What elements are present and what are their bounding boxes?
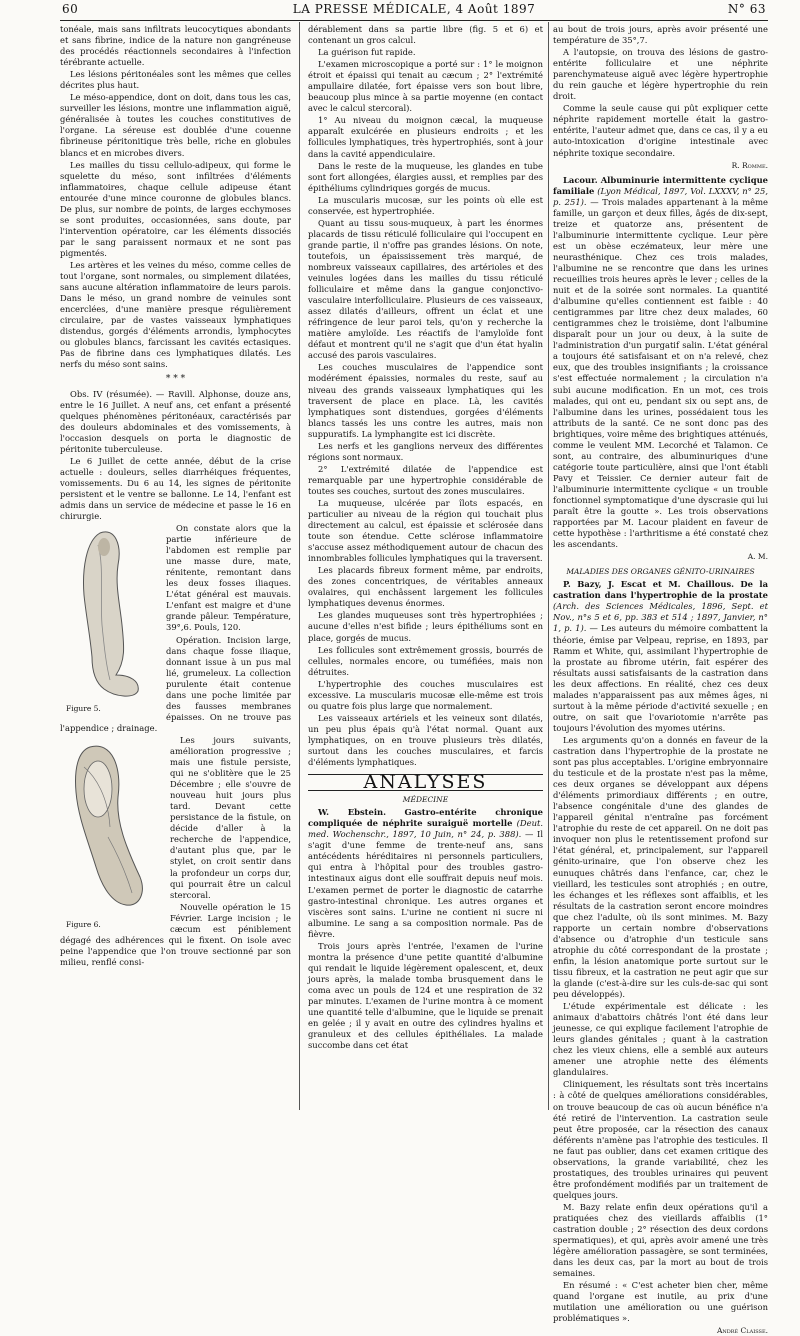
citation: (Arch. des Sciences Médicales, 1896, Sept. et Nov., n°s 5 et 6, pp. 383 et 514 ; 1897, Janvier, n° 1, p. 1). <box>553 601 768 634</box>
column-1 <box>60 24 291 1112</box>
paragraph: L'hypertrophie des couches musculaires est excessive. La muscularis mucosæ elle-même est trois ou quatre fois plus large que normalement. <box>308 678 543 711</box>
signature: A. M. <box>747 552 768 562</box>
author: W. Ebstein. <box>318 807 387 818</box>
column-divider-2 <box>548 22 549 1110</box>
article-title: De la castration dans l'hypertrophie de la prostate <box>553 579 768 601</box>
paragraph: Trois jours après l'entrée, l'examen de l'urine montra la présence d'une petite quantité d'albumine qui rendait le liquide légèrement opalescent, et, deux jours après, la malade tomba brusquement dans le coma avec un pouls de 124 et une respiration de 32 par minutes. L'examen de l'urine montra à ce moment une quantité telle d'albumine, que le liquide se prenait en gelée ; il y avait en outre des cylindres hyalins et granuleux et des cellules épithéliales. La malade succombe dans cet état <box>308 940 543 1051</box>
paragraph: Les vaisseaux artériels et les veineux sont dilatés, un peu plus épais qu'à l'état normal. Quant aux lymphatiques, on en trouve plusieurs très dilatés, surtout dans les couches musculaires, et farcis d'éléments lymphatiques. <box>308 712 543 768</box>
analyses-heading: ANALYSES <box>308 774 543 791</box>
figure-5-illustration <box>60 525 160 703</box>
abstract-lacour <box>553 175 768 551</box>
paragraph: Les jours suivants, amélioration progressive ; mais une fistule persiste, qui ne s'oblitère que le 25 Décembre ; elle s'ouvre de nouveau huit jours plus tard. Devant cette persistance de la fistule, on décide d'aller à la recherche de l'appendice, d'autant plus que, par le stylet, on croit sentir dans la profondeur un corps dur, qui pourrait être un calcul stercoral. <box>170 734 291 900</box>
figure-5-caption: Figure 5. <box>66 704 101 714</box>
paragraph: Les arguments qu'on a donnés en faveur de la castration dans l'hypertrophie de la prostate ne sont pas plus acceptables. L'origine embryonnaire du testicule et de la prostate n'est pas la même, ces deux organes se développant aux dépens d'éléments primordiaux différents ; en outre, l'absence congénitale d'une des glandes de l'appareil génital n'entraîne pas forcément l'atrophie du reste de cet appareil. On ne doit pas invoquer non plus le retentissement profond sur l'état général, et, principalement, sur l'appareil génito-urinaire, que l'on observe chez les eunuques châtrés dans l'enfance, car, chez le vieillard, les testicules sont atrophiés ; en outre, les échanges et les réflexes sont affaiblis, et les résultats de la castration seront encore moindres que chez l'adulte, où ils sont minimes. M. Bazy rapporte un certain nombre d'observations d'absence ou d'atrophie d'un testicule sans atrophie du côté correspondant de la prostate ; enfin, la lésion anatomique porte surtout sur le tissu fibreux, et la castration ne peut agir que sur la glande (c'est-à-dire sur les culs-de-sac qui sont peu développés). <box>553 734 768 1000</box>
abstract-ebstein <box>308 807 543 940</box>
paragraph: Dans le reste de la muqueuse, les glandes en tube sont fort allongées, élargies aussi, et remplies par des épithéliums cylindriques gorgés de mucus. <box>308 160 543 193</box>
paragraph: au bout de trois jours, après avoir présenté une température de 35°,7. <box>553 24 768 46</box>
paragraph: M. Bazy relate enfin deux opérations qu'il a pratiquées chez des vieillards affaiblis (1° castration double ; 2° résection des deux cordons spermatiques), et qui, après avoir amené une très légère amélioration passagère, se sont terminées, dans les deux cas, par la mort au bout de trois semaines. <box>553 1201 768 1279</box>
column-2 <box>308 24 543 1112</box>
paragraph: Comme la seule cause qui pût expliquer cette néphrite rapidement mortelle était la gastro-entérite, l'auteur admet que, dans ce cas, il y a eu auto-intoxication d'origine intestinale avec néphrite toxique secondaire. <box>553 103 768 158</box>
figure-6-caption: Figure 6. <box>66 919 101 929</box>
header-rule <box>60 20 768 21</box>
paragraph: dérablement dans sa partie libre (fig. 5 et 6) et contenant un gros calcul. <box>308 24 543 46</box>
abstract-body: — Trois malades appartenant à la même famille, un garçon et deux filles, âgés de dix-sept, treize et quatorze ans, présentent de l'albuminurie intermittente cyclique. Leur père est un obèse eczémateux, leur mère une neurasthénique. Chez ces trois malades, l'albumine ne se rencontre que dans les urines recueillies trois heures après le lever ; celles de la nuit et de la soirée sont normales. La quantité d'albumine qu'elles contiennent est faible : 40 centigrammes par litre chez deux malades, 60 centigrammes chez le troisième, dont l'albumine disparaît pour un jour ou deux, à la suite de l'administration d'un purgatif salin. L'état général a toujours été satisfaisant et on n'a relevé, chez eux, que des troubles insignifiants ; la croissance s'est effectuée normalement ; la circulation n'a subi aucune modification. En un mot, ces trois malades, qui ont eu, pendant six ou sept ans, de l'albumine dans les urines, possédaient tous les attributs de la santé. Ce ne sont donc pas des brightiques, voire même des brightiques atténués, comme le veulent MM. Lecorché et Talamon. Ce sont, au contraire, des albuminuriques d'une catégorie toute particulière, ainsi que l'ont établi Pavy et Teissier. Ce dernier auteur fait de l'albuminurie intermittente cyclique « un trouble fonctionnel symptomatique d'une dyscrasie qui lui paraît être la goutte ». Les trois observations rapportées par M. Lacour plaident en faveur de cette hypothèse : l'arthritisme a été constaté chez les ascendants. <box>553 196 768 550</box>
paragraph: 2° L'extrémité dilatée de l'appendice est remarquable par une hypertrophie considérable de toutes ses couches, surtout des zones musculaires. <box>308 463 543 496</box>
page-number: 60 <box>62 2 79 16</box>
column-3 <box>553 24 768 1336</box>
figure-6-illustration <box>60 737 164 919</box>
section-heading-genito-urinaires: MALADIES DES ORGANES GÉNITO-URINAIRES <box>566 567 755 577</box>
paragraph: Les couches musculaires de l'appendice sont modérément épaissies, normales du reste, sauf au niveau des grands vaisseaux lymphatiques qui les traversent de place en place. Là, les cavités lymphatiques sont distendues, gorgées d'éléments blancs tassés les uns contre les autres, mais non suppuratifs. La lymphangite est ici discrète. <box>308 362 543 439</box>
column-divider-1 <box>299 22 300 1110</box>
paragraph: En résumé : « C'est acheter bien cher, même quand l'organe est inutile, au prix d'une mutilation une amélioration ou une guérison problématiques ». <box>553 1280 768 1324</box>
paragraph: Les nerfs et les ganglions nerveux des différentes régions sont normaux. <box>308 440 543 462</box>
author: Lacour. <box>563 174 598 185</box>
section-heading-medecine: MÉDECINE <box>402 795 449 805</box>
abstract-bazy <box>553 579 768 734</box>
paragraph: L'examen microscopique a porté sur : 1° le moignon étroit et épaissi qui tenait au cæcum ; 2° l'extrémité ampullaire dilatée, fort épaisse vers son bout libre, beaucoup plus mince à sa partie moyenne (en contact avec le calcul stercoral). <box>308 59 543 114</box>
paragraph: La guérison fut rapide. <box>318 47 416 58</box>
article-title: Gastro-entérite chronique compliquée de néphrite suraiguë mortelle <box>308 807 543 829</box>
paragraph: Quant au tissu sous-muqueux, à part les énormes placards de tissu réticulé folliculaire qui l'occupent en grande partie, il n'offre pas grandes lésions. On note, toutefois, un épaississement très marqué, de nombreux vaisseaux capillaires, des artérioles et des veinules logées dans les mailles du tissu réticulé folliculaire et même dans la gangue conjonctivo-vasculaire interfolliculaire. Plusieurs de ces vaisseaux, assez dilatés d'ailleurs, offrent un éclat et une réfringence de leur paroi tels, qu'on y recherche la matière amyloïde. Les réactifs de l'amyloïde font défaut et montrent qu'il ne s'agit que d'un état hyalin accusé des parois vasculaires. <box>308 217 543 361</box>
paragraph: Les glandes muqueuses sont très hypertrophiées ; aucune d'elles n'est bifide ; leurs épithéliums sont en place, gorgés de mucus. <box>308 610 543 643</box>
section-separator: * * * <box>165 374 186 385</box>
signature: André Claisse. <box>716 1326 768 1336</box>
paragraph: Les mailles du tissu cellulo-adipeux, qui forme le squelette du méso, sont infiltrées d'éléments inflammatoires, chaque cellule adipeuse étant entourée d'une mince couronne de globules blancs. De plus, sur nombre de points, de larges ecchymoses se sont produites, occasionnées, sans doute, par l'intervention opératoire, car les éléments dissociés par le sang paraissent normaux et ne sont pas pigmentés. <box>60 159 291 258</box>
paragraph: Obs. IV (résumée). — Ravill. Alphonse, douze ans, entre le 16 Juillet. A neuf ans, cet enfant a présenté quelques phénomènes péritonéaux, caractérisés par des douleurs abdominales et des vomissements, à l'occasion desquels on porta le diagnostic de péritonite tuberculeuse. <box>60 388 291 454</box>
issue-number: N° 63 <box>727 2 766 16</box>
article-title: Albuminurie intermittente cyclique familiale <box>553 174 768 196</box>
paragraph: Les follicules sont extrêmement grossis, bourrés de cellules, normales encore, ou tuméfiées, mais non détruites. <box>308 644 543 677</box>
paragraph: tonéale, mais sans infiltrats leucocytiques abondants et sans fibrine, indice de la nature non gangréneuse des procédés réactionnels secondaires à l'infection térébrante actuelle. <box>60 24 291 68</box>
journal-title: LA PRESSE MÉDICALE, 4 Août 1897 <box>292 2 536 16</box>
author: P. Bazy, J. Escat et M. Chaillous. <box>563 579 735 590</box>
abstract-body: — Les auteurs du mémoire combattent la théorie, émise par Velpeau, reprise, en 1893, par Ramm et White, qui, assimilant l'hypertrophie de la prostate au fibrome utérin, fait espérer des résultats aussi satisfaisants de la castration dans les deux affections. En réalité, chez ces deux malades n'apparaissent pas aux mêmes âges, ni surtout à la même période d'activité sexuelle ; en outre, on sait que l'ovariotomie n'arrête pas toujours l'évolution des myomes utérins. <box>553 623 768 733</box>
paragraph: Nouvelle opération le 15 Février. Large incision ; le cæcum est péniblement dégagé des adhérences qui le fixent. On isole avec peine l'appendice que l'on trouve sectionné par son milieu, renflé consi- <box>60 901 291 967</box>
paragraph: Le méso-appendice, dont on doit, dans tous les cas, surveiller les lésions, montre une inflammation aiguë, généralisée à toutes les couches constitutives de l'organe. La séreuse est doublée d'une couenne fibrineuse péritonitique très belle, riche en globules blancs et en microbes divers. <box>60 92 291 158</box>
figure-5 <box>60 525 160 714</box>
figure-6 <box>60 737 164 930</box>
paragraph: 1° Au niveau du moignon cæcal, la muqueuse apparaît exulcérée en plusieurs endroits ; et les follicules lymphatiques, très hypertrophiés, sont à jour dans la cavité appendiculaire. <box>308 115 543 159</box>
signature: R. Romme. <box>731 160 768 170</box>
paragraph: Le 6 Juillet de cette année, début de la crise actuelle : douleurs, selles diarrhéiques fréquentes, vomissements. Du 6 au 14, les signes de péritonite persistent et le ventre se ballonne. Le 14, l'enfant est admis dans un service de médecine et passe le 16 en chirurgie. <box>60 455 291 522</box>
paragraph: Les artères et les veines du méso, comme celles de tout l'organe, sont normales, ou simplement dilatées, sans aucune altération inflammatoire de leurs parois. Dans le méso, un grand nombre de veinules sont encerclées, d'une manière presque régulièrement circulaire, par de vastes vaisseaux lymphatiques distendus, gorgés d'éléments arrondis, lymphocytes ou globules blancs, farcissant les cavités ectasiques. Pas de fibrine dans ces lymphatiques dilatés. Les nerfs du méso sont sains. <box>60 259 291 370</box>
paragraph: Cliniquement, les résultats sont très incertains : à côté de quelques améliorations considérables, on trouve beaucoup de cas où aucun bénéfice n'a été retiré de l'intervention. La castration seule peut être proposée, car la résection des canaux déférents n'amène pas l'atrophie des testicules. Il ne faut pas oublier, dans cet examen critique des observations, la grande variabilité, chez les prostatiques, des troubles urinaires qui peuvent être profondément modifiés par un traitement de quelques jours. <box>553 1079 768 1200</box>
paragraph: A l'autopsie, on trouva des lésions de gastro-entérite folliculaire et une néphrite parenchymateuse aiguë avec légère hypertrophie du rein gauche et légère hypertrophie du rein droit. <box>553 47 768 102</box>
citation: (Lyon Médical, 1897, Vol. LXXXV, n° 25, p. 251). <box>553 185 768 207</box>
paragraph: Opération. Incision large, dans chaque fosse iliaque, donnant issue à un pus mal lié, grumeleux. La collection purulente était contenue dans une poche limitée par des fausses membranes épaisses. On ne trouve pas l'appendice ; drainage. <box>60 634 291 733</box>
paragraph: La muscularis mucosæ, sur les points où elle est conservée, est hypertrophiée. <box>308 194 543 216</box>
paragraph: On constate alors que la partie inférieure de l'abdomen est remplie par une masse dure, mate, rénitente, remontant dans les deux fosses iliaques. L'état général est mauvais. L'enfant est maigre et d'une grande pâleur. Température, 39°,6. Pouls, 120. <box>166 523 291 633</box>
paragraph: L'étude expérimentale est délicate : les animaux d'abattoirs châtrés l'ont été dans leur jeunesse, ce qui explique facilement l'atrophie de leurs glandes génitales ; quant à la castration chez les vieux chiens, elle a semblé aux auteurs amener une atrophie nette des éléments glandulaires. <box>553 1001 768 1078</box>
paragraph: Les placards fibreux forment même, par endroits, des zones concentriques, de véritables anneaux ovalaires, qui enchâssent largement les follicules lymphatiques devenus énormes. <box>308 565 543 609</box>
citation: (Deut. med. Wochenschr., 1897, 10 Juin, n° 24, p. 388). <box>308 818 543 840</box>
paragraph: Les lésions péritonéales sont les mêmes que celles décrites plus haut. <box>60 69 291 91</box>
paragraph: La muqueuse, ulcérée par îlots espacés, en particulier au niveau de la région qui touchait plus directement au calcul, est épaissie et sclérosée dans toute son étendue. Cette sclérose inflammatoire s'accuse assez méthodiquement autour de chacun des innombrables follicules lymphatiques qui la traversent. <box>308 497 543 564</box>
abstract-body: — Il s'agit d'une femme de trente-neuf ans, sans antécédents héréditaires ni personnels particuliers, qui entra à l'hôpital pour des troubles gastro-intestinaux aigus dont elle souffrait depuis neuf mois. L'examen permet de porter le diagnostic de catarrhe gastro-intestinal chronique. Les autres organes et viscères sont sains. L'urine ne contient ni sucre ni albumine. Le sang a sa composition normale. Pas de fièvre. <box>308 829 544 939</box>
